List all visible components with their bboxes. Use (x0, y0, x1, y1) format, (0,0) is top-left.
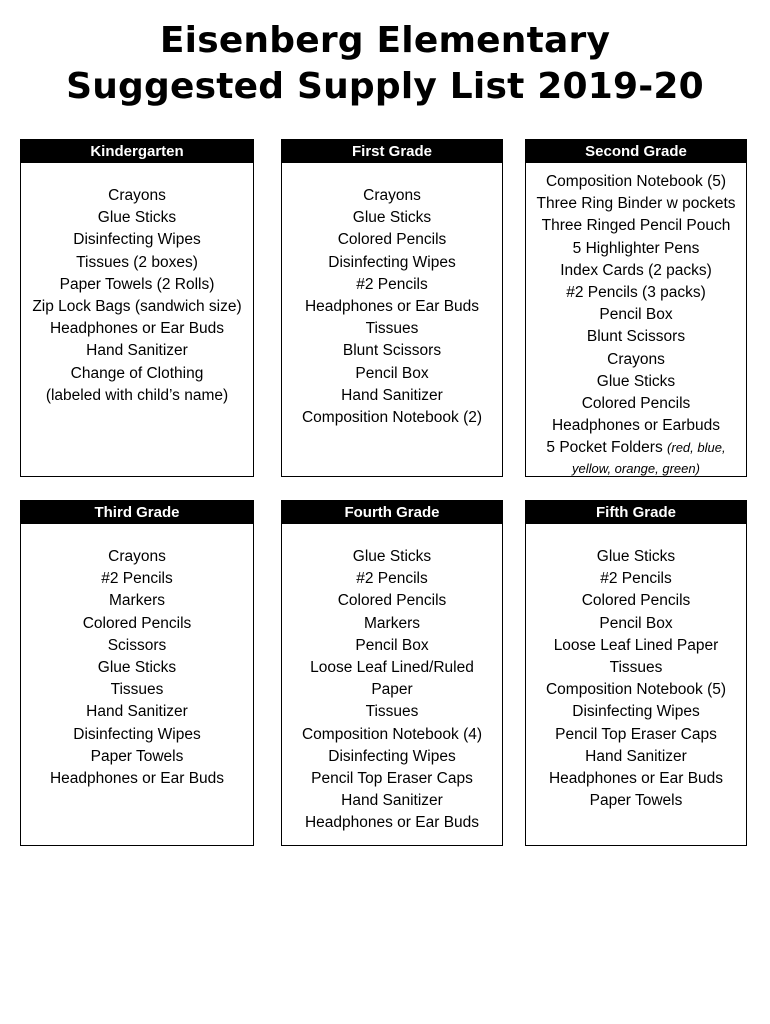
list-item: Disinfecting Wipes (73, 725, 201, 743)
list-item: Colored Pencils (337, 592, 447, 610)
list-item: Glue Sticks (352, 209, 432, 227)
list-item: Colored Pencils (82, 614, 192, 632)
list-item: Paper Towels (90, 747, 184, 765)
grade-box-kindergarten (20, 139, 254, 477)
list-item: Composition Notebook (5) (545, 681, 727, 699)
list-item: Scissors (107, 636, 167, 654)
list-item: Tissues (609, 659, 663, 677)
supply-list (21, 163, 253, 407)
title-line-1: Eisenberg Elementary (159, 20, 611, 61)
supply-list (21, 524, 253, 790)
list-item: Markers (109, 592, 165, 610)
list-item: Disinfecting Wipes (73, 231, 201, 249)
list-item: Index Cards (2 packs) (560, 261, 712, 279)
list-item: Crayons (363, 187, 421, 204)
list-item: Colored Pencils (581, 592, 691, 610)
list-item: Colored Pencils (337, 231, 447, 249)
list-item: Three Ringed Pencil Pouch (541, 217, 731, 235)
folder-colors-note: (red, blue, (667, 440, 726, 456)
page-title (0, 18, 770, 110)
list-item: #2 Pencils (3 packs) (566, 284, 706, 302)
list-item: Tissues (365, 320, 419, 338)
supply-list (526, 163, 746, 437)
list-item: Pencil Box (355, 636, 429, 654)
supply-list (282, 524, 502, 835)
title-line-2: Suggested Supply List 2019-20 (66, 66, 704, 107)
grade-box-first (281, 139, 503, 477)
grade-box-fourth (281, 500, 503, 846)
list-item: Headphones or Ear Buds (49, 320, 225, 338)
list-item: Markers (364, 614, 420, 632)
list-item: Headphones or Ear Buds (304, 298, 480, 316)
list-item: Hand Sanitizer (341, 792, 443, 810)
list-item: 5 Highlighter Pens (572, 239, 700, 257)
list-item: Headphones or Ear Buds (304, 814, 480, 832)
grade-header: First Grade (282, 140, 502, 163)
list-item: Crayons (607, 350, 665, 368)
list-item: Disinfecting Wipes (572, 703, 700, 721)
list-item: Disinfecting Wipes (328, 747, 456, 765)
grade-header: Second Grade (526, 140, 746, 163)
list-item: Pencil Top Eraser Caps (555, 725, 717, 743)
list-item: Pencil Box (599, 614, 673, 632)
list-item: (labeled with child’s name) (45, 386, 229, 404)
list-item: Pencil Box (599, 306, 673, 324)
list-item: Composition Notebook (5) (545, 173, 727, 190)
grade-box-fifth (525, 500, 747, 846)
list-item: Pencil Box (355, 364, 429, 382)
grade-box-third (20, 500, 254, 846)
list-item: Paper (371, 681, 413, 699)
list-item: Three Ring Binder w pockets (536, 195, 736, 213)
supply-list-tail (526, 437, 746, 477)
list-item: Glue Sticks (97, 659, 177, 677)
list-item: Tissues (110, 681, 164, 699)
grade-box-second (525, 139, 747, 477)
list-item: Composition Notebook (2) (301, 409, 483, 427)
list-item: Glue Sticks (352, 548, 432, 565)
list-item: Loose Leaf Lined Paper (553, 636, 719, 654)
list-item: Headphones or Ear Buds (49, 770, 225, 788)
grade-header: Third Grade (21, 501, 253, 524)
list-item: Pencil Top Eraser Caps (311, 770, 473, 788)
list-item: Tissues (365, 703, 419, 721)
list-item: Zip Lock Bags (sandwich size) (32, 298, 242, 316)
list-item: Disinfecting Wipes (328, 253, 456, 271)
list-item: Blunt Scissors (586, 328, 686, 346)
list-item: Colored Pencils (581, 395, 691, 413)
list-item: Crayons (108, 187, 166, 204)
list-item: Hand Sanitizer (86, 703, 188, 721)
list-item: Glue Sticks (97, 209, 177, 227)
list-item-label: 5 Pocket Folders (546, 439, 663, 457)
list-item: Hand Sanitizer (86, 342, 188, 360)
grade-header: Kindergarten (21, 140, 253, 163)
list-item: #2 Pencils (600, 570, 672, 588)
list-item: Paper Towels (2 Rolls) (59, 275, 215, 293)
supply-list (526, 524, 746, 812)
grade-header: Fifth Grade (526, 501, 746, 524)
list-item: Composition Notebook (4) (301, 725, 483, 743)
list-item: Crayons (108, 548, 166, 565)
list-item: Glue Sticks (596, 548, 676, 565)
grade-header: Fourth Grade (282, 501, 502, 524)
list-item: #2 Pencils (101, 570, 173, 588)
list-item: Change of Clothing (70, 364, 204, 382)
list-item: Paper Towels (589, 792, 683, 810)
supply-list (282, 163, 502, 429)
list-item: Loose Leaf Lined/Ruled (310, 659, 474, 677)
list-item: Tissues (2 boxes) (76, 253, 198, 271)
list-item: Headphones or Earbuds (551, 417, 721, 435)
list-item: Blunt Scissors (342, 342, 442, 360)
list-item (526, 437, 746, 459)
list-item: Glue Sticks (596, 372, 676, 390)
list-item: Hand Sanitizer (585, 747, 687, 765)
folder-colors-note-continued: yellow, orange, green) (572, 460, 700, 476)
list-item: Hand Sanitizer (341, 386, 443, 404)
list-item: #2 Pencils (356, 275, 428, 293)
list-item: Headphones or Ear Buds (548, 770, 724, 788)
list-item: #2 Pencils (356, 570, 428, 588)
